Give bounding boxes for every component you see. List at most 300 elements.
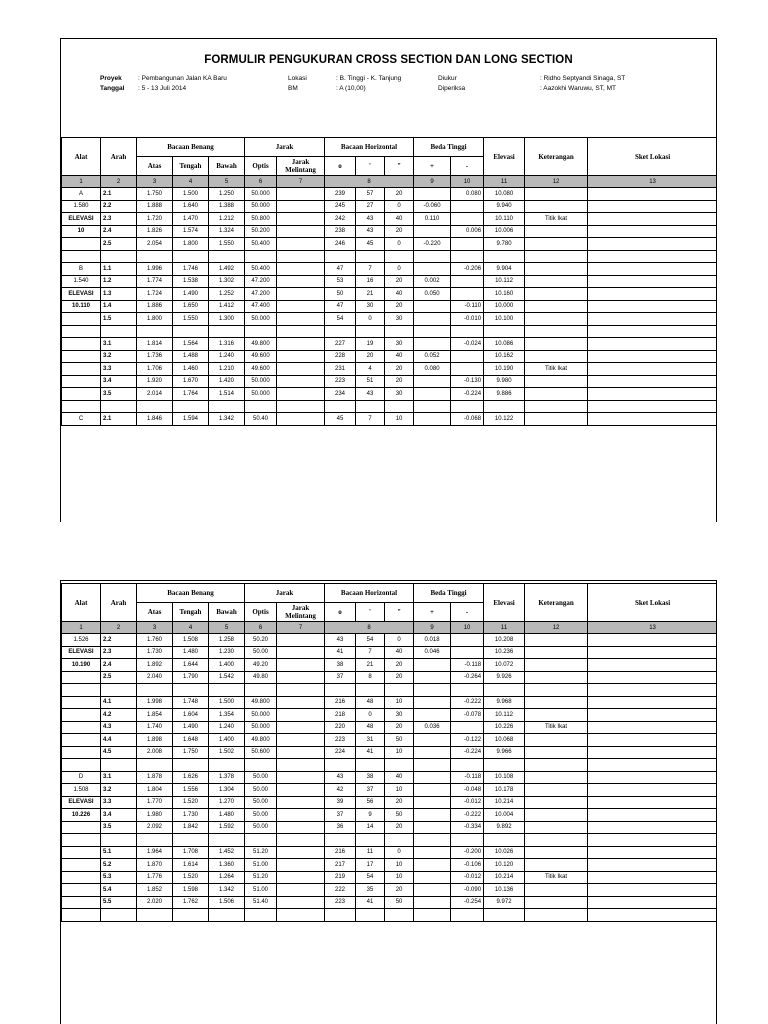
cell-optis <box>245 834 277 847</box>
cell-beda-plus <box>414 263 451 276</box>
cell-derajat: 37 <box>325 671 356 684</box>
header-degree: o <box>325 603 356 622</box>
header-minus: - <box>451 603 484 622</box>
cell-beda-plus <box>414 300 451 313</box>
cell-sket-lokasi <box>588 338 717 351</box>
cell-tengah: 1.490 <box>173 721 209 734</box>
table-row <box>62 784 718 797</box>
cell-elevasi: 10.112 <box>484 709 525 722</box>
cell-sket-lokasi <box>588 721 717 734</box>
cell-bawah: 1.502 <box>209 746 245 759</box>
table-row <box>62 821 718 834</box>
cell-keterangan: Titik Ikat <box>525 363 588 376</box>
cell-jarak-melintang <box>277 659 325 672</box>
cell-sket-lokasi <box>588 784 717 797</box>
cell-beda-minus: -0.048 <box>451 784 484 797</box>
cell-tengah: 1.750 <box>173 746 209 759</box>
table-row <box>62 263 718 276</box>
bm-value: : A (10,00) <box>336 85 366 92</box>
table-row <box>62 671 718 684</box>
cell-menit: 43 <box>356 388 385 401</box>
cell-keterangan <box>525 684 588 697</box>
cell-jarak-melintang <box>277 884 325 897</box>
cell-beda-minus <box>451 759 484 772</box>
cell-sket-lokasi <box>588 313 717 326</box>
cell-sket-lokasi <box>588 859 717 872</box>
tanggal-label: Tanggal <box>100 85 125 92</box>
cell-optis: 49.600 <box>245 350 277 363</box>
cell-beda-minus: -0.224 <box>451 746 484 759</box>
cell-sket-lokasi <box>588 250 717 263</box>
cell-tengah: 1.460 <box>173 363 209 376</box>
cell-beda-minus: 0.080 <box>451 188 484 201</box>
table-row <box>62 388 718 401</box>
cell-beda-plus: 0.080 <box>414 363 451 376</box>
cell-menit: 8 <box>356 671 385 684</box>
cell-sket-lokasi <box>588 288 717 301</box>
header-arah: Arah <box>101 138 137 176</box>
cell-arah: 4.1 <box>101 696 137 709</box>
cell-bawah <box>209 400 245 413</box>
cell-jarak-melintang <box>277 684 325 697</box>
cell-bawah: 1.420 <box>209 375 245 388</box>
cell-derajat: 41 <box>325 646 356 659</box>
header-second: " <box>385 603 414 622</box>
cell-jarak-melintang <box>277 413 325 426</box>
cell-alat: A <box>62 188 101 201</box>
cell-detik: 20 <box>385 884 414 897</box>
cell-beda-minus <box>451 350 484 363</box>
cell-derajat: 245 <box>325 200 356 213</box>
cell-keterangan <box>525 388 588 401</box>
header-plus: + <box>414 603 451 622</box>
cell-beda-plus <box>414 325 451 338</box>
cell-elevasi <box>484 325 525 338</box>
cell-jarak-melintang <box>277 909 325 922</box>
cell-alat <box>62 363 101 376</box>
cell-jarak-melintang <box>277 634 325 647</box>
cell-beda-plus <box>414 313 451 326</box>
cell-beda-plus: -0.060 <box>414 200 451 213</box>
cell-arah: 3.4 <box>101 375 137 388</box>
cell-alat: ELEVASI <box>62 796 101 809</box>
cell-sket-lokasi <box>588 213 717 226</box>
cell-optis: 49.20 <box>245 659 277 672</box>
cell-derajat: 223 <box>325 734 356 747</box>
cell-beda-minus: -0.078 <box>451 709 484 722</box>
col-number: 7 <box>277 176 325 188</box>
header-alat: Alat <box>62 584 101 622</box>
cell-arah: 1.4 <box>101 300 137 313</box>
cell-tengah: 1.790 <box>173 671 209 684</box>
cell-tengah: 1.648 <box>173 734 209 747</box>
cell-atas <box>137 834 173 847</box>
cell-elevasi: 9.926 <box>484 671 525 684</box>
cell-atas: 1.964 <box>137 846 173 859</box>
cell-keterangan <box>525 325 588 338</box>
cell-menit: 4 <box>356 363 385 376</box>
col-number: 10 <box>451 622 484 634</box>
cell-elevasi: 10.006 <box>484 225 525 238</box>
table-row <box>62 909 718 922</box>
cell-sket-lokasi <box>588 771 717 784</box>
cell-detik: 40 <box>385 646 414 659</box>
cell-derajat: 38 <box>325 659 356 672</box>
cell-bawah <box>209 759 245 772</box>
cell-atas: 2.040 <box>137 671 173 684</box>
header-beda-tinggi: Beda Tinggi <box>414 138 484 157</box>
cell-alat: 1.526 <box>62 634 101 647</box>
cell-detik: 10 <box>385 746 414 759</box>
cell-jarak-melintang <box>277 771 325 784</box>
header-jarak-melintang: Jarak Melintang <box>277 603 325 622</box>
cell-sket-lokasi <box>588 871 717 884</box>
cell-keterangan <box>525 696 588 709</box>
cell-jarak-melintang <box>277 734 325 747</box>
cell-alat <box>62 250 101 263</box>
cell-elevasi: 10.190 <box>484 363 525 376</box>
cell-derajat <box>325 834 356 847</box>
cell-detik: 20 <box>385 796 414 809</box>
cell-derajat: 36 <box>325 821 356 834</box>
cell-menit: 54 <box>356 871 385 884</box>
cell-atas <box>137 759 173 772</box>
cell-beda-minus: -0.224 <box>451 388 484 401</box>
cell-menit <box>356 684 385 697</box>
cell-beda-minus <box>451 400 484 413</box>
cell-atas: 1.770 <box>137 796 173 809</box>
header-degree: o <box>325 157 356 176</box>
cell-alat <box>62 834 101 847</box>
cell-sket-lokasi <box>588 325 717 338</box>
cell-tengah: 1.556 <box>173 784 209 797</box>
table-row <box>62 238 718 251</box>
cell-menit: 7 <box>356 263 385 276</box>
cell-optis <box>245 909 277 922</box>
cell-beda-minus <box>451 325 484 338</box>
cell-sket-lokasi <box>588 238 717 251</box>
cell-alat <box>62 884 101 897</box>
cell-arah <box>101 325 137 338</box>
cell-bawah: 1.500 <box>209 696 245 709</box>
cell-elevasi: 10.100 <box>484 313 525 326</box>
cell-derajat: 220 <box>325 721 356 734</box>
cell-atas: 2.014 <box>137 388 173 401</box>
cell-menit: 30 <box>356 300 385 313</box>
header-jarak: Jarak <box>245 584 325 603</box>
cell-detik <box>385 909 414 922</box>
cell-optis: 49.800 <box>245 734 277 747</box>
table-row <box>62 859 718 872</box>
table-row <box>62 288 718 301</box>
header-plus: + <box>414 157 451 176</box>
cell-derajat: 228 <box>325 350 356 363</box>
cell-optis: 47.200 <box>245 288 277 301</box>
cell-menit: 31 <box>356 734 385 747</box>
cell-atas: 2.092 <box>137 821 173 834</box>
cell-tengah: 1.490 <box>173 288 209 301</box>
cell-beda-plus <box>414 388 451 401</box>
table-row <box>62 363 718 376</box>
diperiksa-label: Diperiksa <box>438 85 466 92</box>
cell-alat <box>62 400 101 413</box>
cell-arah: 3.2 <box>101 350 137 363</box>
cell-derajat: 45 <box>325 413 356 426</box>
cell-menit <box>356 759 385 772</box>
cell-detik: 20 <box>385 821 414 834</box>
header-bacaan-benang: Bacaan Benang <box>137 584 245 603</box>
cell-jarak-melintang <box>277 188 325 201</box>
cell-atas: 1.878 <box>137 771 173 784</box>
col-number: 13 <box>588 176 717 188</box>
cell-arah: 4.5 <box>101 746 137 759</box>
cell-bawah <box>209 250 245 263</box>
cell-alat: D <box>62 771 101 784</box>
cell-menit: 17 <box>356 859 385 872</box>
cell-beda-minus: -0.264 <box>451 671 484 684</box>
cell-beda-minus <box>451 684 484 697</box>
cell-beda-plus <box>414 250 451 263</box>
table-row <box>62 200 718 213</box>
cell-detik: 30 <box>385 388 414 401</box>
proyek-label: Proyek <box>100 75 122 82</box>
cell-menit: 38 <box>356 771 385 784</box>
cell-tengah: 1.762 <box>173 896 209 909</box>
col-number: 7 <box>277 622 325 634</box>
cell-alat: 10 <box>62 225 101 238</box>
cell-derajat: 39 <box>325 796 356 809</box>
cell-derajat: 43 <box>325 634 356 647</box>
cell-keterangan <box>525 859 588 872</box>
lokasi-value: : B. Tinggi - K. Tanjung <box>336 75 402 82</box>
cell-beda-minus: -0.024 <box>451 338 484 351</box>
cell-tengah: 1.640 <box>173 200 209 213</box>
cell-beda-plus <box>414 896 451 909</box>
cell-jarak-melintang <box>277 859 325 872</box>
cell-menit: 48 <box>356 696 385 709</box>
cell-beda-minus: -0.110 <box>451 300 484 313</box>
cell-jarak-melintang <box>277 213 325 226</box>
cell-alat <box>62 734 101 747</box>
cell-sket-lokasi <box>588 834 717 847</box>
cell-beda-plus: 0.052 <box>414 350 451 363</box>
measurement-table-1 <box>61 137 717 426</box>
cell-beda-minus <box>451 250 484 263</box>
cell-beda-minus <box>451 363 484 376</box>
cell-menit: 54 <box>356 634 385 647</box>
cell-beda-minus <box>451 288 484 301</box>
cell-elevasi: 10.136 <box>484 884 525 897</box>
cell-beda-plus: 0.002 <box>414 275 451 288</box>
cell-keterangan <box>525 263 588 276</box>
cell-keterangan <box>525 288 588 301</box>
cell-jarak-melintang <box>277 225 325 238</box>
cell-alat <box>62 896 101 909</box>
table-row <box>62 871 718 884</box>
cell-derajat <box>325 909 356 922</box>
header-atas: Atas <box>137 603 173 622</box>
table-row <box>62 213 718 226</box>
cell-arah: 5.3 <box>101 871 137 884</box>
table-row <box>62 225 718 238</box>
cell-keterangan <box>525 413 588 426</box>
cell-alat: B <box>62 263 101 276</box>
cell-optis <box>245 684 277 697</box>
cell-optis: 50.800 <box>245 213 277 226</box>
table-row <box>62 734 718 747</box>
cell-alat: 1.540 <box>62 275 101 288</box>
cell-detik: 40 <box>385 213 414 226</box>
cell-arah: 3.1 <box>101 338 137 351</box>
cell-detik: 20 <box>385 671 414 684</box>
cell-derajat: 216 <box>325 846 356 859</box>
col-number: 4 <box>173 176 209 188</box>
cell-keterangan <box>525 634 588 647</box>
cell-optis: 47.200 <box>245 275 277 288</box>
cell-jarak-melintang <box>277 338 325 351</box>
cell-keterangan <box>525 884 588 897</box>
cell-detik <box>385 325 414 338</box>
cell-keterangan <box>525 796 588 809</box>
cell-detik <box>385 759 414 772</box>
cell-sket-lokasi <box>588 884 717 897</box>
cell-beda-plus <box>414 400 451 413</box>
cell-derajat: 222 <box>325 884 356 897</box>
cell-keterangan: Titik Ikat <box>525 213 588 226</box>
cell-tengah: 1.708 <box>173 846 209 859</box>
cell-bawah: 1.400 <box>209 734 245 747</box>
table-row <box>62 796 718 809</box>
cell-elevasi <box>484 834 525 847</box>
cell-tengah: 1.604 <box>173 709 209 722</box>
cell-arah: 3.1 <box>101 771 137 784</box>
cell-atas <box>137 684 173 697</box>
cell-jarak-melintang <box>277 871 325 884</box>
table-row <box>62 771 718 784</box>
cell-menit: 41 <box>356 896 385 909</box>
cell-optis: 49.600 <box>245 363 277 376</box>
cell-jarak-melintang <box>277 200 325 213</box>
cell-menit <box>356 400 385 413</box>
cell-arah: 2.1 <box>101 413 137 426</box>
cell-menit: 21 <box>356 659 385 672</box>
col-number: 10 <box>451 176 484 188</box>
cell-keterangan <box>525 659 588 672</box>
cell-jarak-melintang <box>277 784 325 797</box>
cell-beda-minus <box>451 721 484 734</box>
cell-bawah: 1.388 <box>209 200 245 213</box>
cell-jarak-melintang <box>277 846 325 859</box>
cell-bawah: 1.342 <box>209 413 245 426</box>
cell-sket-lokasi <box>588 225 717 238</box>
cell-elevasi: 10.162 <box>484 350 525 363</box>
cell-bawah: 1.492 <box>209 263 245 276</box>
cell-arah: 1.2 <box>101 275 137 288</box>
cell-sket-lokasi <box>588 350 717 363</box>
cell-tengah <box>173 325 209 338</box>
cell-arah: 5.2 <box>101 859 137 872</box>
cell-beda-minus <box>451 634 484 647</box>
cell-optis <box>245 400 277 413</box>
cell-elevasi: 10.072 <box>484 659 525 672</box>
cell-menit: 19 <box>356 338 385 351</box>
cell-tengah: 1.594 <box>173 413 209 426</box>
cell-alat: 10.110 <box>62 300 101 313</box>
cell-bawah <box>209 909 245 922</box>
cell-beda-minus: -0.012 <box>451 796 484 809</box>
cell-detik <box>385 250 414 263</box>
cell-bawah: 1.300 <box>209 313 245 326</box>
cell-bawah: 1.240 <box>209 721 245 734</box>
cell-jarak-melintang <box>277 709 325 722</box>
cell-menit: 16 <box>356 275 385 288</box>
cell-optis: 50.000 <box>245 721 277 734</box>
cell-detik: 50 <box>385 896 414 909</box>
cell-tengah: 1.500 <box>173 188 209 201</box>
cell-atas: 1.980 <box>137 809 173 822</box>
cell-detik: 50 <box>385 809 414 822</box>
header-bacaan-horizontal: Bacaan Horizontal <box>325 584 414 603</box>
cell-sket-lokasi <box>588 796 717 809</box>
cell-keterangan <box>525 821 588 834</box>
table-row <box>62 413 718 426</box>
cell-arah <box>101 759 137 772</box>
cell-derajat: 216 <box>325 696 356 709</box>
cell-beda-plus: -0.220 <box>414 238 451 251</box>
measurement-table-2 <box>61 583 717 922</box>
cell-keterangan <box>525 771 588 784</box>
cell-detik: 50 <box>385 734 414 747</box>
cell-bawah: 1.360 <box>209 859 245 872</box>
cell-sket-lokasi <box>588 413 717 426</box>
cell-bawah: 1.258 <box>209 634 245 647</box>
cell-beda-minus: -0.012 <box>451 871 484 884</box>
cell-bawah: 1.250 <box>209 188 245 201</box>
cell-alat: 1.580 <box>62 200 101 213</box>
cell-jarak-melintang <box>277 646 325 659</box>
cell-beda-plus <box>414 909 451 922</box>
cell-optis: 51.20 <box>245 846 277 859</box>
cell-beda-minus: -0.222 <box>451 696 484 709</box>
tanggal-value: : 5 - 13 Juli 2014 <box>138 85 187 92</box>
cell-menit: 7 <box>356 413 385 426</box>
cell-beda-plus <box>414 821 451 834</box>
cell-beda-plus <box>414 684 451 697</box>
cell-elevasi: 9.972 <box>484 896 525 909</box>
cell-tengah: 1.598 <box>173 884 209 897</box>
header-sket-lokasi: Sket Lokasi <box>588 138 717 176</box>
cell-bawah: 1.514 <box>209 388 245 401</box>
table-row <box>62 684 718 697</box>
cell-sket-lokasi <box>588 634 717 647</box>
cell-jarak-melintang <box>277 300 325 313</box>
cell-keterangan <box>525 909 588 922</box>
cell-alat <box>62 709 101 722</box>
cell-keterangan <box>525 275 588 288</box>
cell-menit: 48 <box>356 721 385 734</box>
table-row <box>62 275 718 288</box>
cell-elevasi: 10.112 <box>484 275 525 288</box>
col-number: 13 <box>588 622 717 634</box>
cell-sket-lokasi <box>588 388 717 401</box>
cell-beda-plus <box>414 188 451 201</box>
cell-tengah <box>173 909 209 922</box>
cell-optis: 51.40 <box>245 896 277 909</box>
cell-beda-minus <box>451 200 484 213</box>
cell-beda-plus <box>414 671 451 684</box>
cell-atas: 1.854 <box>137 709 173 722</box>
cell-atas: 1.706 <box>137 363 173 376</box>
